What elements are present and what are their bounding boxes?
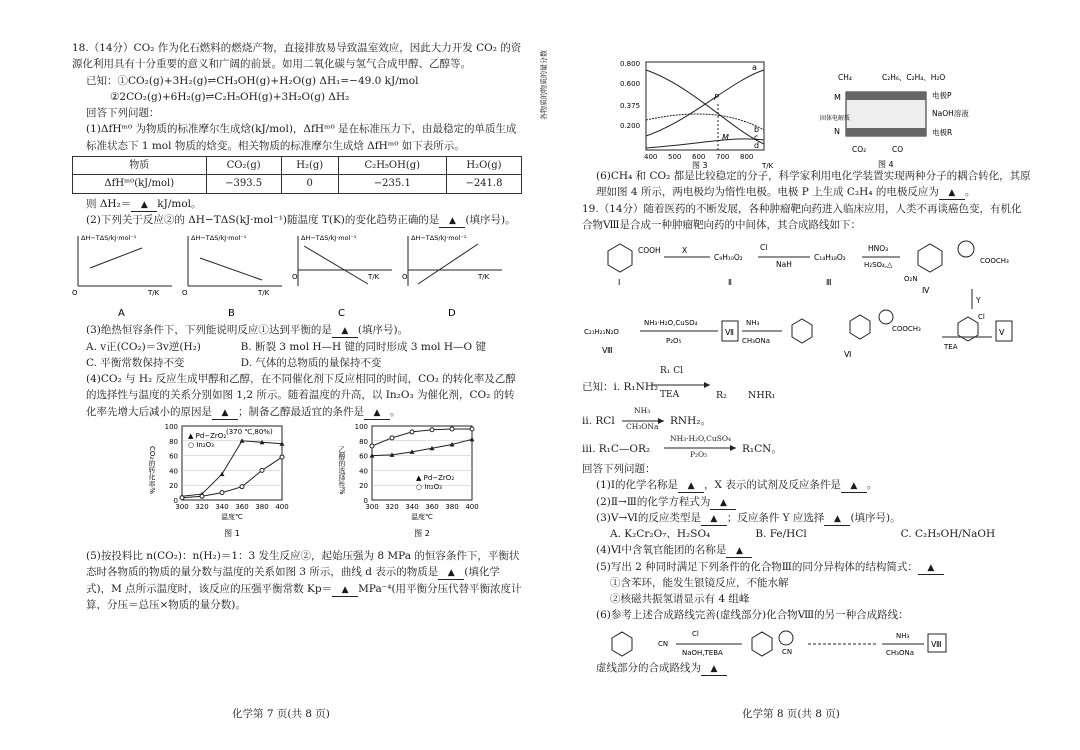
benzene-ring-icon [752, 632, 772, 656]
curve-c [646, 114, 764, 130]
arrow [622, 417, 666, 425]
table-cell: −235.1 [338, 175, 446, 194]
terminal-label: N [834, 127, 840, 136]
data-point [280, 455, 284, 459]
table-cell: 0 [281, 175, 338, 194]
option-letter: A [118, 308, 125, 320]
known-ii-product: RNH₂。 [670, 415, 711, 428]
group-label: COOCH₃ [980, 257, 1009, 266]
series-line [372, 439, 472, 455]
axis-label: T/K [762, 162, 774, 170]
origin: O [402, 273, 408, 282]
text: (2)Ⅱ→Ⅲ的化学方程式为 [596, 495, 711, 508]
reagent: H₂SO₄,△ [864, 261, 893, 270]
table-row [73, 156, 522, 175]
table-cell: C₂H₅OH(g) [338, 156, 446, 175]
q19-header: 19.（14分）随着医药的不断发展，各种肿瘤靶向药进入临床应用，人类不再谈癌色变，有机化合物Ⅷ是合成一种肿瘤靶向药的中间体，其合成路线如下： [582, 202, 1022, 231]
answer-blank [939, 187, 965, 200]
text: ，X 表示的试剂及反应条件是 [704, 479, 841, 492]
origin: O [182, 289, 188, 298]
arrow [664, 444, 738, 452]
graph-c [292, 234, 392, 319]
table-cell: H₂(g) [281, 156, 338, 175]
q18-part5 [72, 548, 522, 613]
electrode-r [846, 128, 926, 136]
text: (5)按投料比 n(CO₂)：n(H₂)＝1：3 发生反应②，起始压强为 8 MPa 的恒容条件下，平衡状态时各物质的物质的量分数与温度的关系如图 3 所示，曲线 d 表示的物质是 [86, 549, 520, 579]
synthesis-route [582, 233, 1032, 367]
table-cell: ΔfHᵐ⁰(kJ/mol) [73, 175, 207, 194]
group-label: Cl [978, 313, 985, 322]
tick-label: 340 [215, 502, 229, 511]
tick-label: 80 [359, 437, 368, 446]
blank-mark: ▲ [710, 663, 718, 674]
curve-label: c [754, 133, 759, 142]
option-c: C. C₂H₅OH/NaOH [900, 528, 996, 541]
trend-line [90, 248, 142, 268]
benzene-ring-icon [792, 319, 812, 343]
formula: C₂₁H₂₁N₂O [584, 328, 619, 337]
tick-label: 20 [169, 482, 178, 491]
reagent: TEA [944, 343, 958, 352]
data-point [240, 485, 244, 489]
text: 。 [390, 405, 401, 418]
blank-mark: ▲ [948, 188, 956, 199]
text: ；制备乙醇最适宜的条件是 [238, 405, 364, 418]
tick-label: 0 [173, 496, 178, 505]
q19-part3 [582, 510, 1032, 526]
arrow [652, 381, 712, 389]
tick-label: 400 [465, 502, 479, 511]
origin: O [72, 289, 78, 298]
tick-label: 340 [405, 502, 419, 511]
label: CO₂ [852, 145, 867, 154]
figure-caption: 图 2 [414, 528, 430, 538]
blank-mark: ▲ [341, 326, 349, 337]
tick-label: 0.200 [620, 122, 641, 130]
q19-part5 [582, 559, 1032, 575]
tick-label: 80 [169, 437, 178, 446]
answer-blank [841, 480, 867, 493]
q19-part3-options [582, 526, 1032, 542]
axis-label: ΔH−TΔS/kJ·mol⁻¹ [81, 234, 137, 243]
data-point [370, 444, 374, 448]
answer-blank [678, 480, 704, 493]
label: CO [892, 145, 904, 154]
reagent: P₂O₅ [666, 337, 682, 346]
blank-mark: ▲ [221, 407, 229, 418]
tick-label: 800 [740, 153, 754, 161]
label: 电极P [932, 91, 952, 100]
text: (3)绝热恒容条件下，下列能说明反应①达到平衡的是 [86, 324, 332, 337]
annotation: (370 ℃,80%) [226, 427, 273, 436]
page-8 [540, 40, 1032, 676]
graph-a [72, 234, 172, 319]
cyclopentane-icon [958, 241, 974, 257]
reagent: CH₃ONa [742, 337, 770, 346]
reagent: Cl [760, 243, 768, 253]
figures-svg [72, 420, 522, 548]
known-iii-reactant: ⅲ. R₁C—OR₂ [582, 443, 651, 456]
route-row2 [584, 310, 1012, 359]
known-ii-reactant: ⅱ. RCl [582, 415, 615, 428]
data-point [260, 468, 264, 472]
answer-blank [332, 584, 358, 597]
answer-blank [824, 513, 850, 526]
trend-line [200, 258, 262, 280]
graph-d [402, 234, 502, 319]
text: kJ/mol。 [157, 197, 202, 210]
q19-part6-route [582, 624, 1032, 660]
tick-label: 0.600 [620, 80, 641, 88]
axis-label: ΔH−TΔS/kJ·mol⁻¹ [411, 234, 467, 243]
figure-caption: 图 1 [224, 528, 240, 538]
known-i-product-nhr: NHR₁ [748, 390, 776, 402]
text: (填序号)。 [850, 511, 901, 524]
q18-part3 [72, 322, 522, 338]
legend-entry: ○ In₂O₃ [188, 440, 214, 449]
formula: C₉H₁₀O₂ [714, 253, 743, 263]
reagent: Y [976, 296, 981, 306]
q19-part5-cond2: ②核磁共振氢谱显示有 4 组峰 [610, 593, 750, 606]
axis-label: CO₂的转化率% [148, 445, 156, 494]
reagent: NaH [776, 260, 792, 270]
point-label: M [722, 133, 729, 142]
text: 虚线部分的合成路线为 [596, 661, 701, 674]
blank-mark: ▲ [448, 216, 456, 227]
tick-label: 360 [425, 502, 439, 511]
tick-label: 0 [363, 496, 368, 505]
text: 。 [866, 479, 878, 492]
blank-mark: ▲ [447, 568, 455, 579]
reagent: Cl [692, 629, 699, 638]
figures-3-4 [540, 40, 1032, 170]
cyclopentane-icon [779, 631, 793, 645]
q19-part2 [582, 494, 1032, 510]
option-a: A. v正(CO₂)＝3v逆(H₂) [86, 340, 201, 353]
answer-blank [726, 545, 752, 558]
table-cell: −393.5 [206, 175, 281, 194]
option-letter: B [228, 308, 235, 320]
tick-label: 700 [716, 153, 730, 161]
blank-mark: ▲ [140, 199, 148, 210]
axis-label: T/K [478, 273, 490, 282]
text: (1)Ⅰ的化学名称是 [596, 479, 679, 492]
compound-number: Ⅳ [922, 286, 930, 296]
tick-label: 300 [175, 502, 189, 511]
formula: C₁₄H₁₈O₂ [814, 253, 846, 263]
tick-label: 300 [365, 502, 379, 511]
table-cell: −241.8 [446, 175, 521, 194]
answer-blank [701, 513, 727, 526]
answer-blank [332, 325, 358, 338]
benzene-ring-icon [850, 315, 870, 339]
compound-number: Ⅶ [725, 328, 734, 338]
figures-1-2 [72, 420, 522, 548]
known-i-reactant: 已知：ⅰ. R₁NH₂ [582, 381, 659, 394]
reagent: NH₃ [634, 406, 651, 416]
data-point [450, 427, 454, 431]
answer-blank [439, 215, 465, 228]
answer-blank [131, 199, 157, 212]
answer-blank [701, 663, 727, 676]
label: CH₄ [838, 73, 852, 82]
series-line [182, 441, 282, 497]
table-cell: 物质 [73, 156, 207, 175]
known-iii [582, 431, 1032, 461]
tick-label: 60 [359, 452, 368, 461]
label: 电极R [932, 128, 953, 137]
option-letter: C [338, 308, 345, 320]
reagent: P₂O₅ [690, 450, 708, 460]
text: (填序号)。 [465, 214, 516, 227]
answer-blank [438, 567, 464, 580]
axis-label: 乙醇的选择性% [338, 445, 346, 495]
curve-d [646, 139, 764, 148]
blank-mark: ▲ [341, 584, 349, 595]
reagent: NH₃·H₂O,CuSO₄ [644, 319, 698, 328]
q18-part6 [582, 168, 1032, 201]
electrode-p [846, 92, 926, 100]
q18-header: 18.（14分）CO₂ 作为化石燃料的燃烧产物，直接排放易导致温室效应，因此大力开发 CO₂ 的资源化利用具有十分重要的意义和广阔的前景。如用二氧化碳与氢气合成甲醇、乙醇等。 [72, 42, 522, 71]
curve-a [646, 70, 764, 136]
curve-b [646, 70, 764, 144]
tick-label: 400 [644, 153, 658, 161]
answer-blank [918, 562, 944, 575]
tick-label: 380 [255, 502, 269, 511]
compound-number: Ⅴ [999, 328, 1005, 338]
compound-number: Ⅱ [728, 278, 732, 288]
text: (6)CH₄ 和 CO₂ 都是比较稳定的分子，科学家利用电化学装置实现两种分子的耦合转化，其原理如图 4 所示，两电极均为惰性电极。电极 P 上生成 C₂H₄ 的电极反应为 [596, 170, 1031, 199]
q18-part1: (1)ΔfHᵐ⁰ 为物质的标准摩尔生成焓(kJ/mol)，ΔfHᵐ⁰ 是在标准压力下，由最稳定的单质生成标准状态下 1 mol 物质的焓变。相关物质的标准摩尔生成焓 ΔfHᵐ⁰ 如下表所示。 [86, 123, 517, 152]
tick-label: 320 [385, 502, 399, 511]
data-point [390, 436, 394, 440]
table-row [73, 175, 522, 194]
axis-label: T/K [148, 289, 160, 298]
curve-label: d [754, 141, 760, 150]
axis-label: ΔH−TΔS/kJ·mol⁻¹ [301, 234, 357, 243]
tick-label: 360 [235, 502, 249, 511]
known-i-reagent: TEA [660, 390, 680, 401]
point-label: P [714, 93, 719, 102]
axis-label: T/K [368, 273, 380, 282]
reagent: NaOH,TEBA [682, 648, 723, 657]
route-row1 [608, 241, 1009, 309]
benzene-ring-icon [608, 244, 632, 272]
legend-entry: ○ In₂O₃ [416, 482, 442, 491]
compound-number: Ⅷ [602, 346, 613, 356]
axis-label: 各物质的物质的量分数 [540, 50, 548, 120]
q19-part1 [582, 477, 1032, 493]
data-point [470, 437, 475, 442]
known-ii [582, 406, 1032, 432]
q19-part6: (6)参考上述合成路线完善(虚线部分)化合物Ⅷ的另一种合成路线： [596, 609, 909, 622]
enthalpy-table [72, 156, 522, 194]
blank-mark: ▲ [719, 497, 727, 508]
q18-part3-options-row1 [72, 339, 522, 355]
reagent: CH₃ONa [626, 422, 659, 432]
known-i-product-r2: R₂ [716, 390, 727, 402]
reagent: X [682, 246, 688, 256]
data-point [180, 496, 184, 500]
known-i [582, 367, 1032, 409]
text: 则 ΔH₂＝ [86, 197, 132, 210]
trend-line [304, 246, 368, 284]
option-c: C. 平衡常数保持不变 [86, 356, 185, 369]
data-point [220, 491, 224, 495]
group-label: CN [658, 639, 669, 648]
tick-label: 500 [668, 153, 682, 161]
plot-frame [646, 62, 764, 150]
answer-blank [212, 407, 238, 420]
legend-entry: ▲ Pd−ZrO₂ [416, 473, 455, 482]
tick-label: 0.375 [620, 102, 641, 110]
group-label: COOH [638, 246, 661, 256]
blank-mark: ▲ [927, 562, 935, 573]
series-line [182, 457, 282, 498]
benzene-ring-icon [612, 632, 632, 656]
q19-part4 [582, 542, 1032, 558]
option-b: B. Fe/HCl [755, 528, 807, 541]
figure-caption: 图 4 [878, 160, 894, 169]
table-cell: CO₂(g) [206, 156, 281, 175]
q19-part5-cond1: ①含苯环，能发生银镜反应，不能水解 [610, 576, 789, 589]
known-eq2: ②2CO₂(g)+6H₂(g)⇌C₂H₅OH(g)+3H₂O(g) ΔH₂ [110, 90, 350, 103]
trend-line [418, 244, 478, 284]
blank-mark: ▲ [735, 546, 743, 557]
figure-4 [820, 73, 969, 169]
answer-blank [710, 497, 736, 510]
tick-label: 20 [359, 482, 368, 491]
tick-label: 0.800 [620, 60, 641, 68]
blank-mark: ▲ [833, 513, 841, 524]
reagent: CH₃ONa [886, 648, 914, 657]
option-a: A. K₂Cr₂O₇、H₂SO₄ [610, 528, 711, 541]
data-point [220, 472, 225, 477]
axis-label: 温度℃ [411, 512, 433, 521]
answer-blank [364, 407, 390, 420]
axis-label: ΔH−TΔS/kJ·mol⁻¹ [191, 234, 247, 243]
curve-label: b [754, 125, 760, 134]
known-eq1: 已知：①CO₂(g)+3H₂(g)⇌CH₃OH(g)+H₂O(g) ΔH₁=−49.0 kJ/mol [86, 74, 419, 87]
tick-label: 400 [275, 502, 289, 511]
data-point [470, 427, 474, 431]
label: C₂H₆、C₂H₄、H₂O [882, 73, 946, 82]
page-8-footer: 化学第 8 页(共 8 页) [742, 708, 840, 720]
compound-number: Ⅷ [931, 639, 942, 649]
trend-graphs [72, 230, 522, 322]
tick-label: 60 [169, 452, 178, 461]
text: (填化学式)，M 点所示温度时，该反应的压强平衡常数 Kp＝ [86, 566, 500, 595]
blank-mark: ▲ [373, 407, 381, 418]
figure-3 [539, 50, 774, 170]
tick-label: 40 [359, 467, 368, 476]
terminal-label: M [834, 93, 841, 102]
option-b: B. 断裂 3 mol H—H 键的同时形成 3 mol H—O 键 [240, 340, 486, 353]
blank-mark: ▲ [850, 481, 858, 492]
q18-part3-options-row2 [72, 355, 522, 371]
page-7 [72, 40, 522, 613]
text: (4)Ⅵ中含氧官能团的名称是 [596, 544, 727, 557]
text: (4)CO₂ 与 H₂ 反应生成甲醇和乙醇，在不同催化剂下反应相同的时间，CO₂ 的转化率及乙醇的选择性与温度的关系分别如图 1,2 所示。随着温度的升高，以 In₂O₃ 为催化剂，CO₂ 的转化率先增大后减小的原因是 [86, 373, 516, 418]
reagent: NH₃ [896, 631, 910, 640]
q18-part1-answer [72, 196, 522, 212]
q18-part4 [72, 371, 522, 420]
synthesis-svg [582, 233, 1032, 367]
axis-label: 温度℃ [221, 512, 243, 521]
reagent: NH₃·H₂O,CuSO₄ [670, 434, 731, 444]
text: MPa⁻⁴(用平衡分压代替平衡浓度计算，分压＝总压×物质的量分数)。 [86, 582, 522, 611]
text: (填序号)。 [357, 324, 409, 337]
compound-number: Ⅲ [826, 278, 832, 288]
figure-caption: 图 3 [692, 161, 708, 170]
text: (3)Ⅴ→Ⅵ的反应类型是 [596, 511, 701, 524]
cyclopentane-icon [879, 310, 893, 324]
text: 。 [964, 186, 976, 199]
option-letter: D [448, 308, 456, 320]
benzene-ring-icon [918, 244, 942, 272]
known-i-reagent-top: R₁ Cl [660, 366, 684, 377]
q18-part2 [72, 212, 522, 228]
route-svg [582, 624, 1032, 660]
fig3-fig4-svg [540, 40, 1032, 170]
label: 固体电解质 [820, 115, 851, 122]
origin: O [292, 273, 298, 282]
page-7-footer: 化学第 7 页(共 8 页) [232, 708, 330, 720]
tick-label: 40 [169, 467, 178, 476]
graph-b [182, 234, 282, 319]
tick-label: 380 [445, 502, 459, 511]
tick-label: 320 [195, 502, 209, 511]
label: NaOH溶液 [932, 109, 969, 118]
trend-graphs-svg [72, 230, 522, 322]
table-cell: H₂O(g) [446, 156, 521, 175]
q19-part6-answer [582, 660, 1032, 676]
group-label: COOCH₃ [892, 325, 921, 334]
reagent: NH₃ [746, 319, 760, 328]
text: (2)下列关于反应②的 ΔH−TΔS(kJ·mol⁻¹)随温度 T(K)的变化趋势正确的是 [86, 214, 440, 227]
q19-answer-prompt: 回答下列问题： [582, 463, 656, 476]
tick-label: 100 [164, 422, 178, 431]
tick-label: 600 [692, 153, 706, 161]
blank-mark: ▲ [710, 513, 718, 524]
reagent: HNO₃ [868, 244, 889, 254]
group-label: O₂N [904, 275, 918, 284]
data-point [430, 428, 434, 432]
blank-mark: ▲ [687, 481, 695, 492]
group-label: CN [782, 647, 793, 656]
text: ；反应条件 Y 应选择 [726, 511, 825, 524]
option-d: D. 气体的总物质的量保持不变 [240, 356, 382, 369]
compound-number: Ⅰ [618, 278, 621, 288]
tick-label: 100 [354, 422, 368, 431]
data-point [200, 494, 204, 498]
answer-prompt: 回答下列问题： [86, 107, 160, 120]
axis-label: T/K [258, 289, 270, 298]
text: (5)写出 2 种同时满足下列条件的化合物Ⅲ的同分异构体的结构简式： [596, 560, 918, 573]
data-point [410, 430, 414, 434]
compound-number: Ⅵ [844, 350, 852, 360]
curve-label: a [752, 63, 757, 72]
legend-entry: ▲ Pd−ZrO₂ [188, 431, 227, 440]
known-iii-product: R₁CN。 [742, 443, 782, 456]
